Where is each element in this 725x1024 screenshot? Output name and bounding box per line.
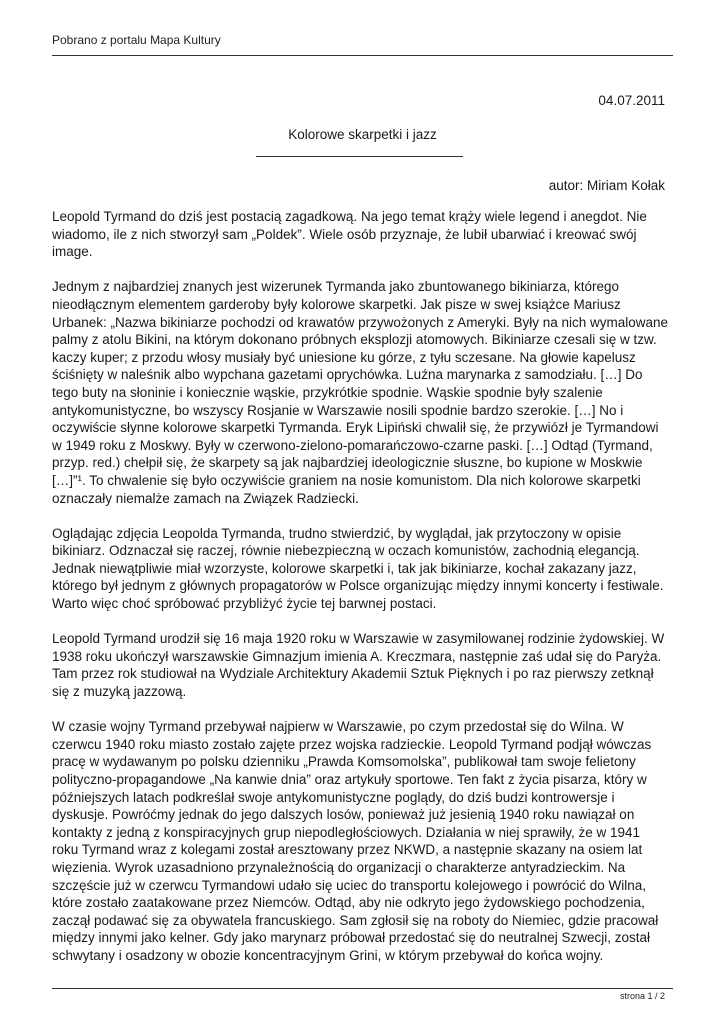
paragraph: W czasie wojny Tyrmand przebywał najpierw w Warszawie, po czym przedostał się do Wilna. W czerwcu 1940 roku miasto zostało zajęte przez wojska radzieckie. Leopold Tyrmand podjął wówczas pracę w wydawanym po polsku dzienniku „Prawda Komsomolska”, publikował tam swoje felietony polityczno-propagandowe „Na kanwie dnia” oraz artykuły sportowe. Ten fakt z życia pisarza, który w późniejszych latach podkreślał swoje antykomunistyczne poglądy, do dziś budzi kontrowersje i dyskusje. Powróćmy jednak do jego dalszych losów, ponieważ już jesienią 1940 roku nawiązał on kontakty z jedną z konspiracyjnych grup niepodległościowych. Działania w niej sprawiły, że w 1941 roku Tyrmand wraz z kolegami został aresztowany przez NKWD, a następnie skazany na osiem lat więzienia. Wyrok uzasadniono przynależnością do organizacji o charakterze antyradzieckim. Na szczęście już w czerwcu Tyrmandowi udało się uciec do transportu kolejowego i powrócić do Wilna, które zostało zaatakowane przez Niemców. Odtąd, aby nie odkryto jego żydowskiego pochodzenia, zaczął podawać się za obywatela francuskiego. Sam zgłosił się na roboty do Niemiec, gdzie pracował między innymi jako kelner. Gdy jako marynarz próbował przedostać się do neutralnej Szwecji, został schwytany i osadzony w obozie koncentracyjnym Grini, w którym przebywał do końca wojny. [52, 719, 659, 963]
article-title: Kolorowe skarpetki i jazz [288, 127, 437, 142]
paragraph: Leopold Tyrmand urodził się 16 maja 1920 roku w Warszawie w zasymilowanej rodzinie żydowskiej. W 1938 roku ukończył warszawskie Gimnazjum imienia A. Kreczmara, następnie zaś udał się do Paryża. Tam przez rok studiował na Wydziale Architektury Akademii Sztuk Pięknych i po raz pierwszy zetknął się z muzyką jazzową. [52, 631, 665, 700]
paragraph: Leopold Tyrmand do dziś jest postacią zagadkową. Na jego temat krąży wiele legend i anegdot. Nie wiadomo, ile z nich stworzył sam „Poldek”. Wiele osób przyznaje, że lubił ubarwiać i kreować swój image. [52, 209, 647, 260]
portal-header: Pobrano z portalu Mapa Kultury [52, 33, 221, 47]
article-date: 04.07.2011 [598, 93, 665, 108]
title-underline [256, 156, 463, 157]
paragraph: Jednym z najbardziej znanych jest wizerunek Tyrmanda jako zbuntowanego bikiniarza, którego nieodłącznym elementem garderoby były kolorowe skarpetki. Jak pisze w swej książce Mariusz Urbanek: „Nazwa bikiniarze pochodzi od krawatów przywożonych z Ameryki. Były na nich wymalowane palmy z atolu Bikini, na którym dokonano próbnych eksplozji atomowych. Bikiniarze czesali się w tzw. kaczy kuper; z przodu włosy musiały być uniesione ku górze, z tyłu sczesane. Na głowie kapelusz ściśnięty w naleśnik albo wypchana gazetami oprychówka. Luźna marynarka z samodziału. […] Do tego buty na słoninie i koniecznie wąskie, przykrótkie spodnie. Wąskie spodnie były szalenie antykomunistyczne, bo wszyscy Rosjanie w Warszawie nosili spodnie bardzo szerokie. […] No i oczywiście słynne kolorowe skarpetki Tyrmanda. Eryk Lipiński chwalił się, że przywiózł je Tyrmandowi w 1949 roku z Moskwy. Były w czerwono-zielono-pomarańczowo-czarne paski. […] Odtąd (Tyrmand, przyp. red.) chełpił się, że skarpety są jak najbardziej ideologicznie słuszne, bo kupione w Moskwie […]”¹. To chwalenie się było oczywiście graniem na nosie komunistom. Dla nich kolorowe skarpetki oznaczały niemalże zamach na Związek Radziecki. [52, 279, 669, 506]
page-number: strona 1 / 2 [619, 991, 665, 1001]
article-body [52, 208, 669, 982]
paragraph: Oglądając zdjęcia Leopolda Tyrmanda, trudno stwierdzić, by wyglądał, jak przytoczony w opisie bikiniarz. Odznaczał się raczej, równie niebezpieczną w oczach komunistów, zachodnią elegancją. Jednak niewątpliwie miał wzorzyste, kolorowe skarpetki i, tak jak bikiniarze, kochał zakazany jazz, którego był jednym z głównych propagatorów w Polsce organizując między innymi koncerty i festiwale. Warto więc choć spróbować przybliżyć życie tej barwnej postaci. [52, 525, 664, 612]
article-author: autor: Miriam Kołak [548, 178, 665, 193]
header-divider [52, 55, 673, 56]
footer-divider [52, 988, 673, 989]
